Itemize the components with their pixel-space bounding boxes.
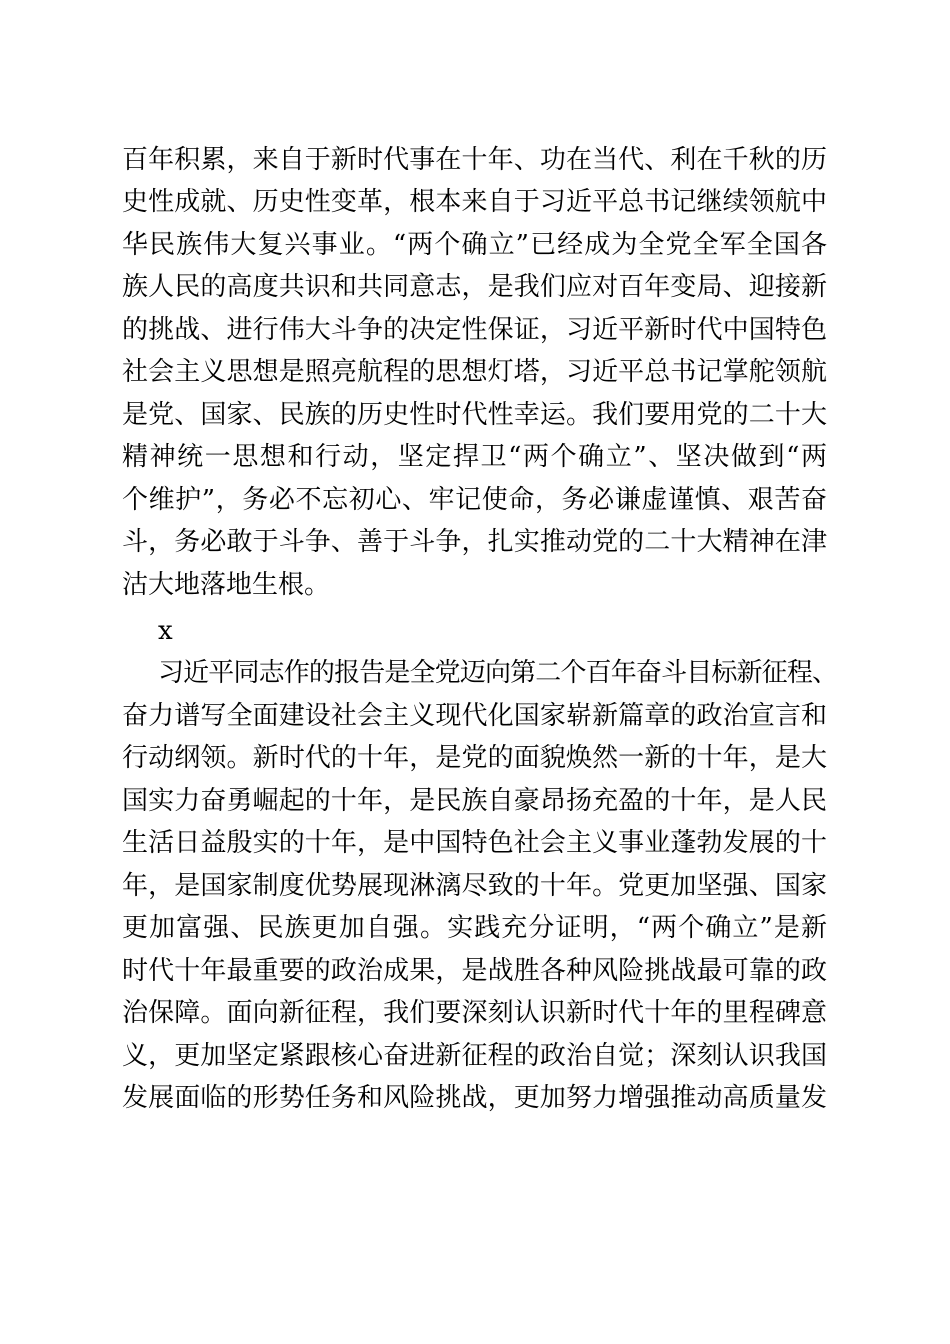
text-line: 发展面临的形势任务和风险挑战，更加努力增强推动高质量发 [122,1083,828,1113]
paragraph-1-line-2 [0,182,950,222]
text-line: 国实力奋勇崛起的十年，是民族自豪昂扬充盈的十年，是人民 [122,786,828,816]
paragraph-3-line-8 [0,951,950,991]
text-line: 时代十年最重要的政治成果，是战胜各种风险挑战最可靠的政 [122,956,828,986]
text-line: 年，是国家制度优势展现淋漓尽致的十年。党更加坚强、国家 [122,871,828,901]
paragraph-1-line-11 [0,565,950,605]
text-line: 个维护”，务必不忘初心、牢记使命，务必谦虚谨慎、艰苦奋 [122,485,828,515]
paragraph-2-line-1 [0,611,950,651]
text-line: 斗，务必敢于斗争、善于斗争，扎实推动党的二十大精神在津 [122,527,828,557]
text-line: 义，更加坚定紧跟核心奋进新征程的政治自觉；深刻认识我国 [122,1041,828,1071]
paragraph-1-line-4 [0,267,950,307]
paragraph-1-line-8 [0,437,950,477]
text-line: 习近平同志作的报告是全党迈向第二个百年奋斗目标新征程、 [158,658,838,688]
text-line: 行动纲领。新时代的十年，是党的面貌焕然一新的十年，是大 [122,743,828,773]
text-line: 是党、国家、民族的历史性时代性幸运。我们要用党的二十大 [122,400,828,430]
paragraph-3-line-3 [0,738,950,778]
paragraph-3-line-6 [0,866,950,906]
text-line: 奋力谱写全面建设社会主义现代化国家崭新篇章的政治宣言和 [122,701,828,731]
paragraph-1-line-10 [0,522,950,562]
text-line: 精神统一思想和行动，坚定捍卫“两个确立”、坚决做到“两 [122,442,829,472]
paragraph-1-line-6 [0,352,950,392]
text-line: 社会主义思想是照亮航程的思想灯塔，习近平总书记掌舵领航 [122,357,828,387]
paragraph-1-line-3 [0,225,950,265]
text-line: 治保障。面向新征程，我们要深刻认识新时代十年的里程碑意 [122,998,828,1028]
text-line: 百年积累，来自于新时代事在十年、功在当代、利在千秋的历 [122,145,828,175]
paragraph-3-line-2 [0,696,950,736]
paragraph-1-line-9 [0,480,950,520]
paragraph-1-line-1 [0,140,950,180]
text-line: 更加富强、民族更加自强。实践充分证明，“两个确立”是新 [122,913,829,943]
text-line: 史性成就、历史性变革，根本来自于习近平总书记继续领航中 [122,187,828,217]
paragraph-3-line-1 [0,653,950,693]
paragraph-3-line-7 [0,908,950,948]
text-line: 沽大地落地生根。 [122,570,331,600]
paragraph-3-line-9 [0,993,950,1033]
paragraph-3-line-4 [0,781,950,821]
paragraph-3-line-5 [0,823,950,863]
text-line: x [158,616,173,646]
text-line: 生活日益殷实的十年，是中国特色社会主义事业蓬勃发展的十 [122,828,828,858]
paragraph-3-line-11 [0,1078,950,1118]
text-line: 华民族伟大复兴事业。“两个确立”已经成为全党全军全国各 [122,230,829,260]
paragraph-1-line-5 [0,310,950,350]
text-line: 族人民的高度共识和共同意志，是我们应对百年变局、迎接新 [122,272,828,302]
text-line: 的挑战、进行伟大斗争的决定性保证，习近平新时代中国特色 [122,315,828,345]
paragraph-3-line-10 [0,1036,950,1076]
paragraph-1-line-7 [0,395,950,435]
